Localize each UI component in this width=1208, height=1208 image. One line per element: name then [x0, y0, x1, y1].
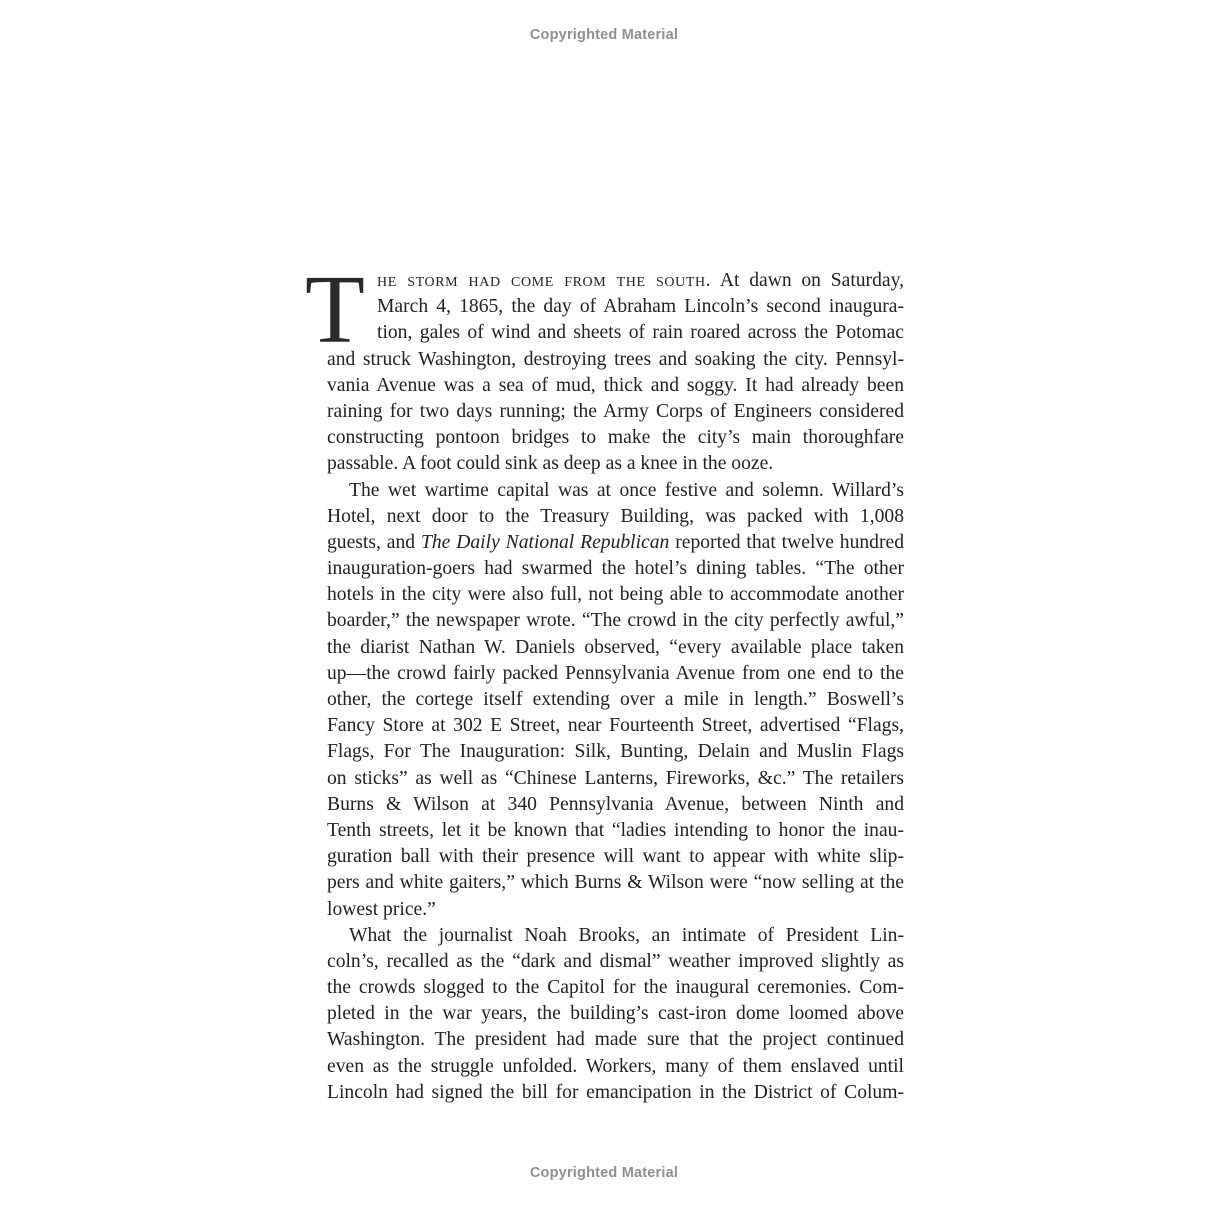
text-run: reported that twelve hundred	[669, 531, 904, 553]
text-run: guests, and	[327, 531, 421, 553]
text-line: Burns & Wilson at 340 Pennsylvania Avenue, between Ninth and	[327, 793, 904, 815]
drop-cap: T	[305, 256, 365, 364]
text-line: tion, gales of wind and sheets of rain roared across the Potomac	[377, 322, 904, 344]
text-line: inauguration-goers had swarmed the hotel’s dining tables. “The other	[327, 558, 904, 580]
text-line: Lincoln had signed the bill for emancipation in the District of Colum-	[327, 1081, 904, 1103]
text-line: the crowds slogged to the Capitol for the inaugural ceremonies. Com-	[327, 977, 904, 999]
text-line: Tenth streets, let it be known that “ladies intending to honor the inau-	[327, 819, 904, 841]
text-line: What the journalist Noah Brooks, an intimate of President Lin-	[349, 924, 904, 946]
text-line: boarder,” the newspaper wrote. “The crowd in the city perfectly awful,”	[327, 610, 904, 632]
text-line: even as the struggle unfolded. Workers, many of them enslaved until	[327, 1055, 904, 1077]
text-line: constructing pontoon bridges to make the city’s main thoroughfare	[327, 427, 904, 449]
text-line: Washington. The president had made sure that the project continued	[327, 1029, 904, 1051]
text-line: guration ball with their presence will want to appear with white slip-	[327, 846, 904, 868]
text-line: Fancy Store at 302 E Street, near Fourteenth Street, advertised “Flags,	[327, 715, 904, 737]
text-line: on sticks” as well as “Chinese Lanterns, Fireworks, &c.” The retailers	[327, 767, 904, 789]
text-line: vania Avenue was a sea of mud, thick and soggy. It had already been	[327, 374, 904, 396]
text-line: hotels in the city were also full, not being able to accommodate another	[327, 584, 904, 606]
text-line: raining for two days running; the Army Corps of Engineers considered	[327, 400, 904, 422]
copyright-watermark-top: Copyrighted Material	[529, 27, 679, 43]
text-line: pers and white gaiters,” which Burns & Wilson were “now selling at the	[327, 872, 904, 894]
text-line: Hotel, next door to the Treasury Building, was packed with 1,008	[327, 505, 904, 527]
text-run: At dawn on Saturday,	[711, 270, 905, 291]
text-line: The wet wartime capital was at once festive and solemn. Willard’s	[349, 479, 904, 501]
text-line: passable. A foot could sink as deep as a knee in the ooze.	[327, 453, 774, 475]
text-line: coln’s, recalled as the “dark and dismal” weather improved slightly as	[327, 950, 904, 972]
text-line: lowest price.”	[327, 898, 436, 920]
body-text	[305, 256, 905, 1106]
text-line: the diarist Nathan W. Daniels observed, “every available place taken	[327, 636, 904, 658]
text-line: Flags, For The Inauguration: Silk, Bunting, Delain and Muslin Flags	[327, 741, 904, 763]
text-line	[327, 268, 904, 294]
text-line	[327, 530, 904, 556]
text-line: pleted in the war years, the building’s cast-iron dome loomed above	[327, 1003, 904, 1025]
text-line: and struck Washington, destroying trees and soaking the city. Pennsyl-	[327, 348, 904, 370]
newspaper-title: The Daily National Republican	[420, 531, 670, 553]
text-line: other, the cortege itself extending over a mile in length.” Boswell’s	[327, 689, 904, 710]
copyright-watermark-bottom: Copyrighted Material	[529, 1165, 679, 1181]
small-caps-opening: he storm had come from the south.	[377, 270, 712, 291]
text-line: March 4, 1865, the day of Abraham Lincoln’s second inaugura-	[377, 296, 904, 318]
text-line: up—the crowd fairly packed Pennsylvania Avenue from one end to the	[327, 662, 904, 684]
